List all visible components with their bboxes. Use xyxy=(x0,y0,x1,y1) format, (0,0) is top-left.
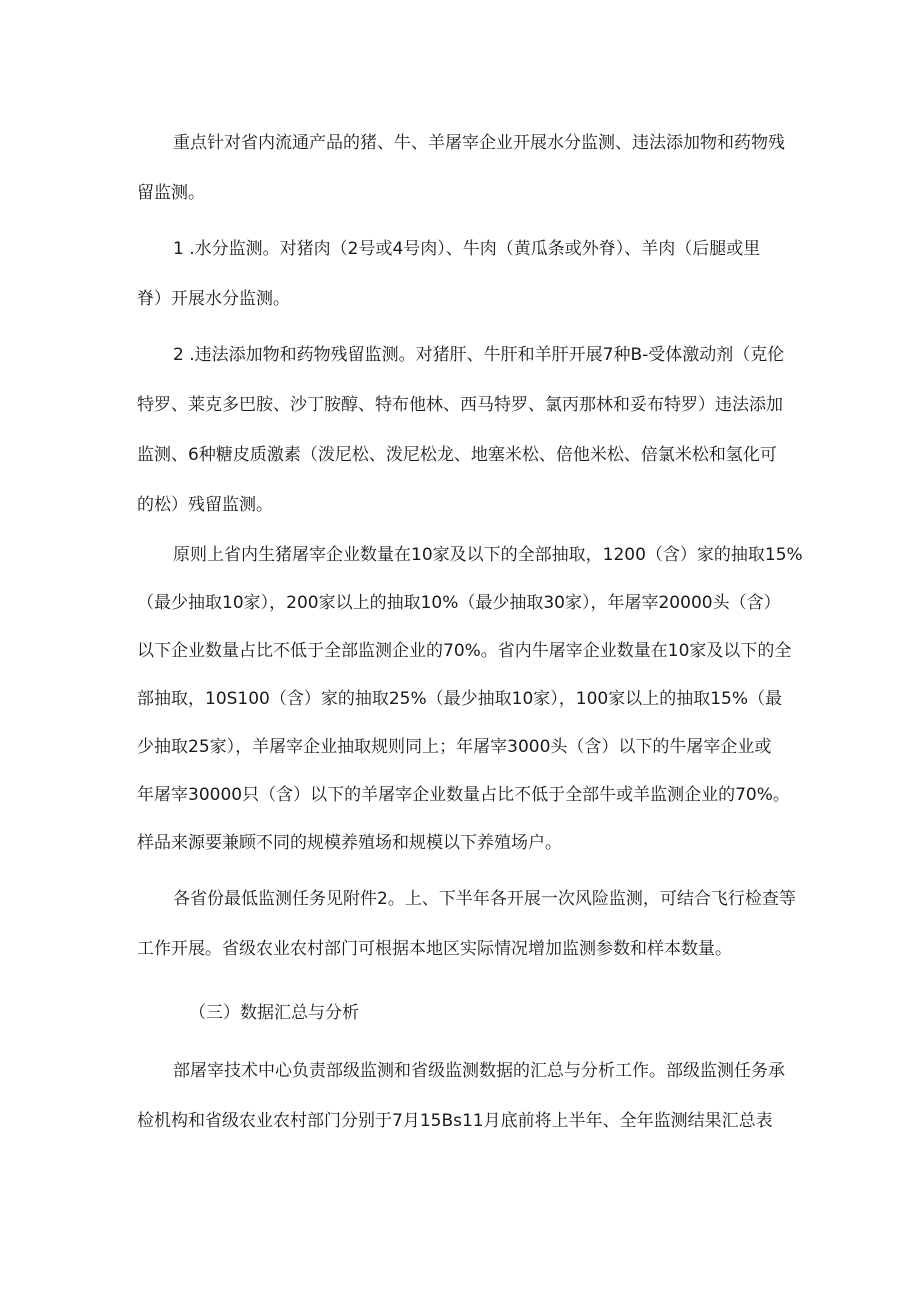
paragraph-line: 工作开展。省级农业农村部门可根据本地区实际情况增加监测参数和样本数量。 xyxy=(137,939,732,959)
paragraph-line: 的松）残留监测。 xyxy=(137,495,273,515)
paragraph-3 xyxy=(137,336,797,524)
paragraph-line: 年屠宰30000只（含）以下的羊屠宰企业数量占比不低于全部牛或羊监测企业的70%。 xyxy=(137,785,790,805)
paragraph-1 xyxy=(137,124,797,212)
paragraph-line: 少抽取25家），羊屠宰企业抽取规则同上；年屠宰3000头（含）以下的牛屠宰企业或 xyxy=(137,737,772,757)
paragraph-line: 留监测。 xyxy=(137,183,205,203)
paragraph-line: 各省份最低监测任务见附件2。上、下半年各开展一次风险监测，可结合飞行检查等 xyxy=(173,889,796,909)
paragraph-line: 检机构和省级农业农村部门分别于7月15Bs11月底前将上半年、全年监测结果汇总表 xyxy=(137,1111,773,1131)
paragraph-line: 重点针对省内流通产品的猪、牛、羊屠宰企业开展水分监测、违法添加物和药物残 xyxy=(173,133,785,153)
paragraph-4 xyxy=(137,536,803,862)
paragraph-line: 2 .违法添加物和药物残留监测。对猪肝、牛肝和羊肝开展7种B-受体激动剂（克伦 xyxy=(173,345,785,365)
paragraph-6 xyxy=(137,1052,797,1140)
paragraph-line: 样品来源要兼顾不同的规模养殖场和规模以下养殖场户。 xyxy=(137,833,562,853)
paragraph-5 xyxy=(137,880,797,968)
paragraph-line: 以下企业数量占比不低于全部监测企业的70%。省内牛屠宰企业数量在10家及以下的全 xyxy=(137,641,792,661)
paragraph-line: 脊）开展水分监测。 xyxy=(137,289,290,309)
paragraph-line: 原则上省内生猪屠宰企业数量在10家及以下的全部抽取，1200（含）家的抽取15% xyxy=(173,545,803,565)
paragraph-line: 部屠宰技术中心负责部级监测和省级监测数据的汇总与分析工作。部级监测任务承 xyxy=(173,1061,785,1081)
paragraph-line: （最少抽取10家），200家以上的抽取10%（最少抽取30家），年屠宰20000头（含） xyxy=(137,593,781,613)
paragraph-2 xyxy=(137,230,797,318)
paragraph-line: 监测、6种糖皮质激素（泼尼松、泼尼松龙、地塞米松、倍他米松、倍氯米松和氢化可 xyxy=(137,445,777,465)
paragraph-line: 特罗、莱克多巴胺、沙丁胺醇、特布他林、西马特罗、氯丙那林和妥布特罗）违法添加 xyxy=(137,395,783,415)
section-heading-text: （三）数据汇总与分析 xyxy=(189,1003,359,1023)
paragraph-line: 部抽取，10S100（含）家的抽取25%（最少抽取10家），100家以上的抽取15%（最 xyxy=(137,689,783,709)
section-heading xyxy=(137,994,797,1032)
paragraph-line: 1 .水分监测。对猪肉（2号或4号肉）、牛肉（黄瓜条或外脊）、羊肉（后腿或里 xyxy=(173,239,761,259)
